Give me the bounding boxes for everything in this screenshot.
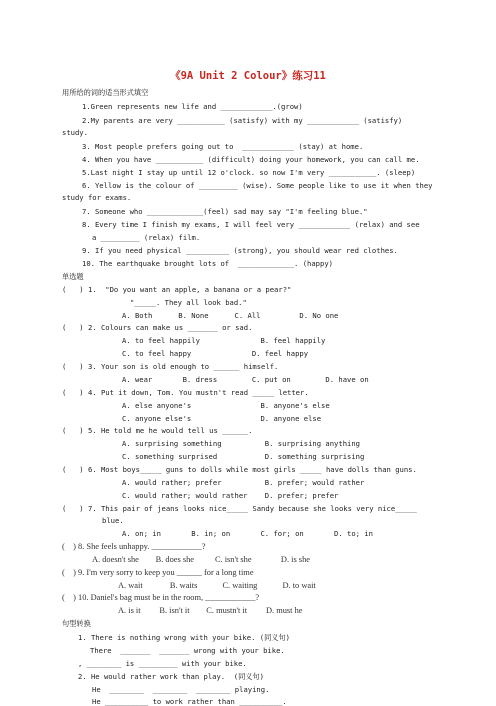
exercise-line: 2. He would rather work than play. (同义句) xyxy=(78,672,264,681)
exercise-line: 6. Yellow is the colour of _________ (wise). Some people like to use it when they xyxy=(82,181,433,190)
exercise-line: 4. When you have ___________ (difficult) doing your homework, you can call me. xyxy=(82,155,420,164)
exercise-line: 1. There is nothing wrong with your bike. (同义句) xyxy=(78,633,290,642)
answer-options: A. surprising something B. surprising anything xyxy=(122,439,360,448)
answer-options: C. to feel happy D. feel happy xyxy=(122,349,309,358)
question-line: blue. xyxy=(102,516,124,525)
question-line: ( ) 2. Colours can make us _______ or sad. xyxy=(62,323,253,332)
answer-options: C. something surprised D. something surprising xyxy=(122,452,365,461)
section-heading-sentence-transformation: 句型转换 xyxy=(62,619,91,628)
answer-options: A. wear B. dress C. put on D. have on xyxy=(122,375,369,384)
answer-options: C. anyone else's D. anyone else xyxy=(122,414,322,423)
question-line: ( ) 8. She feels unhappy. ____________? xyxy=(62,542,206,551)
exercise-line: He ________ ________ ________ playing. xyxy=(92,685,270,694)
answer-options: A. doesn't she B. does she C. isn't she D. is she xyxy=(92,555,310,564)
question-line: ( ) 10. Daniel's bag must be in the room, ____________? xyxy=(62,593,260,602)
question-line: ( ) 5. He told me he would tell us ______. xyxy=(62,426,253,435)
question-line: ( ) 4. Put it down, Tom. You mustn't read _____ letter. xyxy=(62,388,309,397)
answer-options: A. Both B. None C. All D. No one xyxy=(122,311,339,320)
answer-options: A. to feel happily B. feel happily xyxy=(122,336,326,345)
exercise-line: 8. Every time I finish my exams, I will feel very ____________ (relax) and see xyxy=(82,220,420,229)
question-line: ( ) 1. "Do you want an apple, a banana or a pear?" xyxy=(62,285,292,294)
answer-options: A. on; in B. in; on C. for; on D. to; in xyxy=(122,529,373,538)
exercise-line: 5.Last night I stay up until 12 o'clock. so now I'm very ___________. (sleep) xyxy=(82,168,416,177)
answer-options: C. would rather; would rather D. prefer; prefer xyxy=(122,491,339,500)
exercise-line: 9. If you need physical __________ (strong), you should wear red clothes. xyxy=(82,246,398,255)
exercise-line: 2.My parents are very ___________ (satisfy) with my ____________ (satisfy) xyxy=(82,116,403,125)
exercise-line: study for exams. xyxy=(62,193,132,202)
question-line: ( ) 7. This pair of jeans looks nice_____ Sandy because she looks very nice_____ xyxy=(62,504,417,513)
section-heading-multiple-choice: 单选题 xyxy=(62,272,84,281)
exercise-line: There _______ _______ wrong with your bike. xyxy=(90,646,285,655)
answer-options: A. else anyone's B. anyone's else xyxy=(122,401,330,410)
answer-options: A. wait B. waits C. waiting D. to wait xyxy=(118,581,316,590)
exercise-line: , ________ is _________ with your bike. xyxy=(78,659,247,668)
question-line: ( ) 9. I'm very sorry to keep you ______ for a long time xyxy=(62,568,254,577)
page-title: 《9A Unit 2 Colour》练习11 xyxy=(170,70,326,82)
exercise-line: 7. Someone who _____________(feel) sad may say "I'm feeling blue." xyxy=(82,207,368,216)
exercise-line: a _________ (relax) film. xyxy=(92,233,201,242)
exercise-line: 3. Most people prefers going out to ____________ (stay) at home. xyxy=(82,142,364,151)
exercise-line: 1.Green represents new life and ____________.(grow) xyxy=(82,102,303,111)
exercise-line: study. xyxy=(62,128,88,137)
question-line: "_____. They all look bad." xyxy=(130,298,247,307)
exercise-line: He __________ to work rather than __________. xyxy=(92,697,287,706)
answer-options: A. would rather; prefer B. prefer; would rather xyxy=(122,478,365,487)
question-line: ( ) 3. Your son is old enough to ______ himself. xyxy=(62,362,279,371)
exercise-line: 10. The earthquake brought lots of _____________. (happy) xyxy=(82,259,333,268)
question-line: ( ) 6. Most boys_____ guns to dolls while most girls _____ have dolls than guns. xyxy=(62,465,417,474)
section-heading-fill-in: 用所给的词的适当形式填空 xyxy=(62,88,149,97)
answer-options: A. is it B. isn't it C. mustn't it D. must he xyxy=(118,606,303,615)
